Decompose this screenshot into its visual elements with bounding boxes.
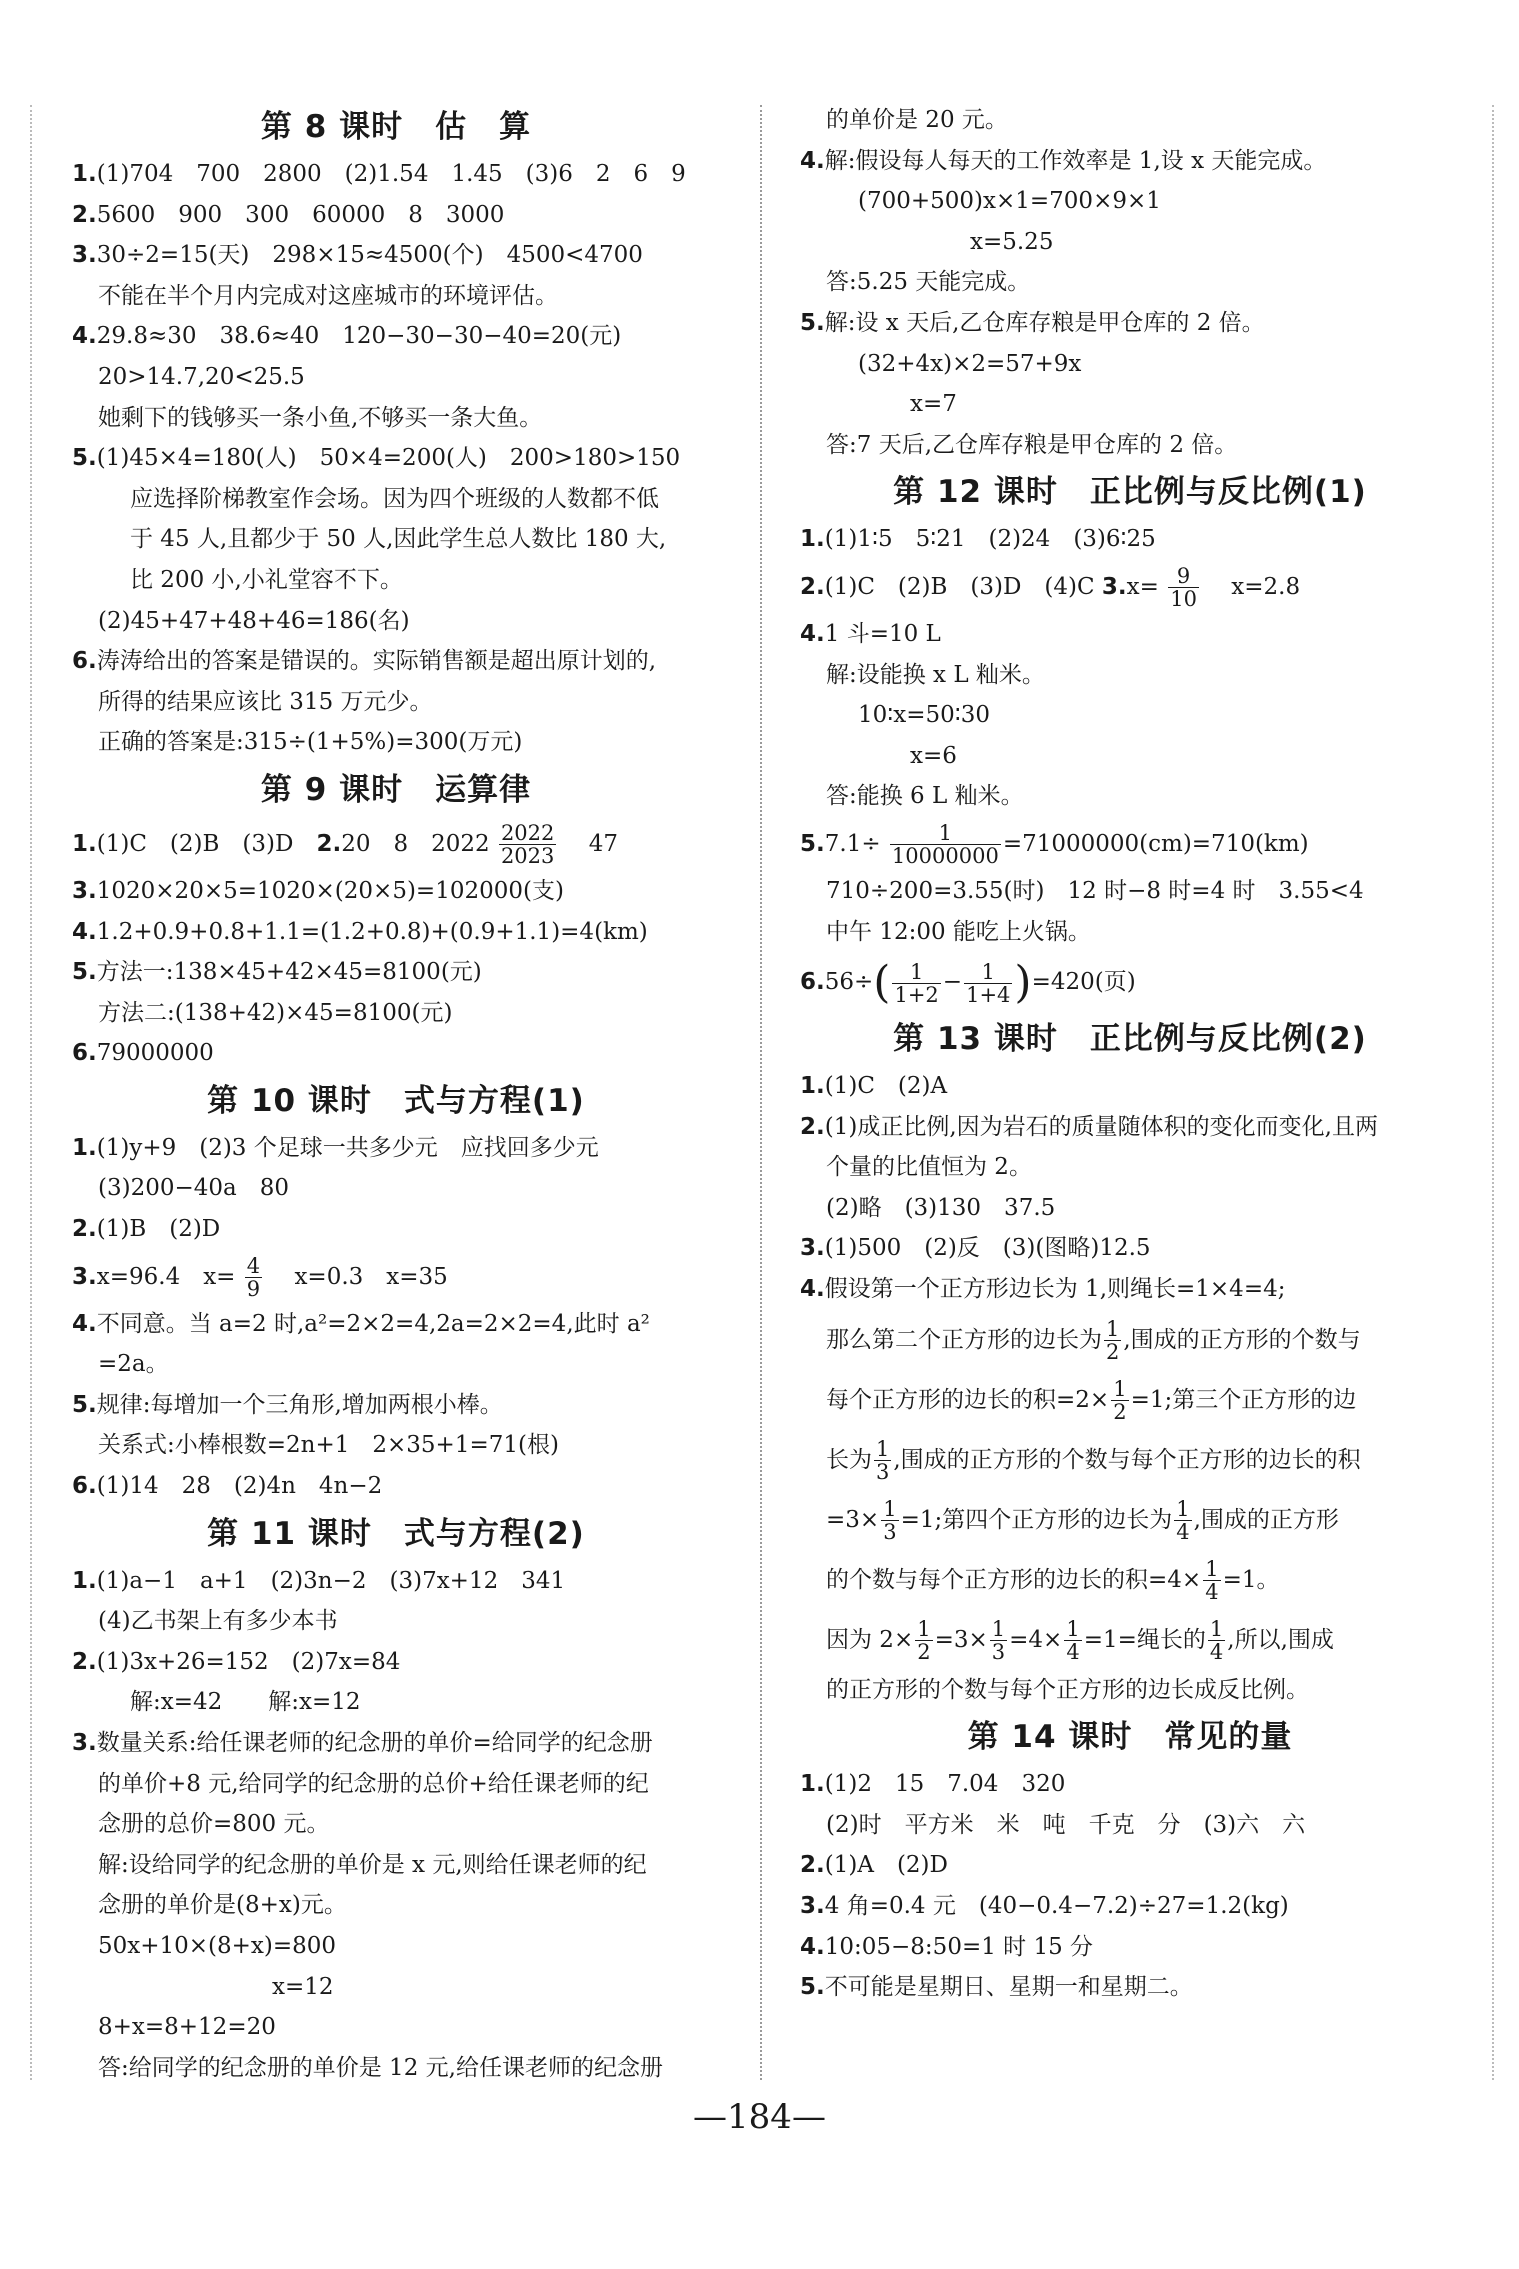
fraction: $\frac{1}{4}$ (1205, 1557, 1219, 1605)
answer-line: 2.(1)3x+26=152 (2)7x=84 (72, 1648, 401, 1675)
fraction: $\frac{1}{10000000}$ (891, 821, 999, 869)
answer-line: 1.(1)C (2)A (800, 1073, 948, 1100)
lesson-9-heading: 第 9 课时 运算律 (260, 771, 532, 808)
answer-line: 4.29.8≈30 38.6≈40 120−30−30−40=20(元) (72, 323, 622, 350)
left-column (72, 100, 720, 2088)
answer-line: 中午 12:00 能吃上火锅。 (826, 918, 1091, 945)
answer-line: 3.x=96.4 x= $\frac{4}{9}$ x=0.3 x=35 (72, 1254, 448, 1302)
left-margin-dotted-line (30, 105, 32, 2080)
answer-line: 2.(1)A (2)D (800, 1852, 948, 1879)
answer-line: (4)乙书架上有多少本书 (98, 1608, 338, 1635)
answer-line: 1.(1)C (2)B (3)D 2.20 8 2022 $\frac{2022}{2023}$ 47 (72, 821, 618, 869)
answer-line: 1.(1)a−1 a+1 (2)3n−2 (3)7x+12 341 (72, 1567, 566, 1594)
answer-line: (2)45+47+48+46=186(名) (98, 607, 410, 634)
fraction: $\frac{1}{2}$ (917, 1617, 931, 1665)
answer-line: 答:7 天后,乙仓库存粮是甲仓库的 2 倍。 (826, 431, 1238, 458)
right-margin-dotted-line (1492, 105, 1494, 2080)
answer-line: 5.方法一:138×45+42×45=8100(元) (72, 959, 482, 986)
answer-line: 的正方形的个数与每个正方形的边长成反比例。 (826, 1676, 1309, 1703)
answer-line: 5.解:设 x 天后,乙仓库存粮是甲仓库的 2 倍。 (800, 309, 1265, 336)
answer-line: 个量的比值恒为 2。 (826, 1154, 1032, 1181)
fraction: $\frac{1}{4}$ (1176, 1497, 1190, 1545)
answer-line: 4.1 斗=10 L (800, 620, 941, 647)
fraction: $\frac{1}{3}$ (991, 1617, 1006, 1665)
answer-line: 3.30÷2=15(天) 298×15≈4500(个) 4500<4700 (72, 242, 643, 269)
answer-line: x=12 (272, 1973, 334, 2000)
answer-line: 应选择阶梯教室作会场。因为四个班级的人数都不低 (130, 485, 659, 512)
answer-line: (2)略 (3)130 37.5 (826, 1194, 1056, 1221)
answer-line: 3.1020×20×5=1020×(20×5)=102000(支) (72, 877, 564, 904)
answer-line: 1.(1)y+9 (2)3 个足球一共多少元 应找回多少元 (72, 1134, 599, 1161)
answer-line: 20>14.7,20<25.5 (98, 363, 305, 390)
answer-line: 1.(1)2 15 7.04 320 (800, 1771, 1066, 1798)
lesson-11-heading: 第 11 课时 式与方程(2) (207, 1515, 585, 1552)
answer-line: 3.数量关系:给任课老师的纪念册的单价=给同学的纪念册 (72, 1730, 653, 1756)
lesson-10-heading: 第 10 课时 式与方程(1) (207, 1082, 585, 1119)
fraction: $\frac{1}{3}$ (876, 1437, 890, 1485)
answer-line: =3× $\frac{1}{3}$ =1;第四个正方形的边长为 $\frac{1}{4}$ ,围成的正方形 (826, 1497, 1339, 1545)
lesson-12-heading: 第 12 课时 正比例与反比例(1) (893, 474, 1367, 511)
fraction: $\frac{1}{4}$ (1209, 1617, 1224, 1665)
fraction: $\frac{2022}{2023}$ (500, 821, 555, 869)
answer-line: 1.(1)704 700 2800 (2)1.54 1.45 (3)6 2 6 9 (72, 161, 686, 187)
answer-line: 比 200 小,小礼堂容不下。 (130, 566, 403, 593)
answer-line: 不能在半个月内完成对这座城市的环境评估。 (98, 282, 558, 309)
page-number: —184— (693, 2097, 826, 2137)
answer-line: 她剩下的钱够买一条小鱼,不够买一条大鱼。 (98, 404, 543, 431)
answer-line: x=5.25 (970, 228, 1054, 255)
column-divider (760, 105, 763, 2080)
answer-line: 关系式:小棒根数=2n+1 2×35+1=71(根) (98, 1432, 559, 1459)
answer-line: 方法二:(138+42)×45=8100(元) (98, 999, 453, 1026)
answer-line: 那么第二个正方形的边长为 $\frac{1}{2}$ ,围成的正方形的个数与 (826, 1317, 1361, 1365)
answer-line: 4.10:05−8:50=1 时 15 分 (800, 1933, 1094, 1960)
answer-line: 答:5.25 天能完成。 (826, 269, 1031, 296)
answer-line: 答:给同学的纪念册的单价是 12 元,给任课老师的纪念册 (98, 2054, 663, 2081)
lesson-8-heading: 第 8 课时 估 算 (260, 109, 532, 145)
answer-line: =2a。 (98, 1351, 169, 1378)
answer-line: 3.4 角=0.4 元 (40−0.4−7.2)÷27=1.2(kg) (800, 1893, 1289, 1920)
answer-line: x=7 (910, 391, 957, 418)
fraction: $\frac{1}{1+2}$ (894, 959, 939, 1007)
answer-line: 6.涛涛给出的答案是错误的。实际销售额是超出原计划的, (72, 648, 657, 675)
answer-line: 答:能换 6 L 籼米。 (826, 783, 1024, 810)
answer-line: 2.5600 900 300 60000 8 3000 (72, 201, 505, 228)
answer-line: 6.79000000 (72, 1040, 214, 1067)
fraction: $\frac{1}{2}$ (1106, 1317, 1120, 1365)
answer-line: 5.规律:每增加一个三角形,增加两根小棒。 (72, 1391, 503, 1418)
lesson-14-heading: 第 14 课时 常见的量 (967, 1719, 1293, 1756)
answer-line: 长为 $\frac{1}{3}$ ,围成的正方形的个数与每个正方形的边长的积 (826, 1437, 1361, 1485)
answer-line: (2)时 平方米 米 吨 千克 分 (3)六 六 (826, 1811, 1306, 1838)
answer-line: 正确的答案是:315÷(1+5%)=300(万元) (98, 729, 523, 756)
answer-line: 5.不可能是星期日、星期一和星期二。 (800, 1974, 1193, 2001)
answer-line: 解:x=42 解:x=12 (130, 1689, 361, 1716)
answer-line: 因为 2× $\frac{1}{2}$ =3× $\frac{1}{3}$ =4× $\frac{1}{4}$ =1=绳长的 $\frac{1}{4}$ ,所以,围成 (826, 1617, 1334, 1665)
fraction: $\frac{1}{4}$ (1066, 1617, 1080, 1665)
answer-line: 念册的总价=800 元。 (98, 1811, 330, 1838)
answer-line: x=6 (910, 742, 957, 769)
answer-line: 4.1.2+0.9+0.8+1.1=(1.2+0.8)+(0.9+1.1)=4(km) (72, 918, 648, 945)
fraction: $\frac{1}{3}$ (883, 1497, 897, 1545)
answer-line: (3)200−40a 80 (98, 1175, 289, 1202)
answer-line: 的个数与每个正方形的边长的积=4× $\frac{1}{4}$ =1。 (826, 1557, 1280, 1605)
answer-line: 5.(1)45×4=180(人) 50×4=200(人) 200>180>150 (72, 445, 681, 472)
answer-line: (700+500)x×1=700×9×1 (858, 188, 1161, 215)
answer-line: 2.(1)C (2)B (3)D (4)C 3.x= $\frac{9}{10}$ x=2.8 (800, 564, 1301, 612)
lesson-13-heading: 第 13 课时 正比例与反比例(2) (893, 1021, 1367, 1058)
answer-line: 1.(1)1∶5 5∶21 (2)24 (3)6∶25 (800, 526, 1156, 553)
answer-line: 2.(1)成正比例,因为岩石的质量随体积的变化而变化,且两 (800, 1113, 1378, 1140)
answer-line: 念册的单价是(8+x)元。 (98, 1892, 347, 1919)
answer-line: 每个正方形的边长的积=2× $\frac{1}{2}$ =1;第三个正方形的边 (826, 1377, 1357, 1425)
answer-line: 所得的结果应该比 315 万元少。 (98, 688, 433, 715)
answer-line: 解:设能换 x L 籼米。 (826, 661, 1045, 688)
answer-line: 于 45 人,且都少于 50 人,因此学生总人数比 180 大, (130, 526, 667, 553)
answer-line: 6.(1)14 28 (2)4n 4n−2 (72, 1473, 383, 1500)
answer-line: 710÷200=3.55(时) 12 时−8 时=4 时 3.55<4 (826, 877, 1364, 904)
answer-line: 解:设给同学的纪念册的单价是 x 元,则给任课老师的纪 (98, 1851, 647, 1878)
answer-line: (32+4x)×2=57+9x (858, 350, 1082, 377)
answer-line: 4.解:假设每人每天的工作效率是 1,设 x 天能完成。 (800, 147, 1327, 174)
answer-line: 50x+10×(8+x)=800 (98, 1932, 337, 1959)
answer-line: 10∶x=50∶30 (858, 702, 991, 729)
right-column (800, 100, 1460, 2008)
answer-line: 5.7.1÷ $\frac{1}{10000000}$ =71000000(cm)=710(km) (800, 821, 1309, 869)
fraction: $\frac{1}{2}$ (1113, 1377, 1127, 1425)
fraction: $\frac{4}{9}$ (246, 1254, 261, 1302)
answer-line: 2.(1)B (2)D (72, 1216, 221, 1243)
answer-line: 的单价+8 元,给同学的纪念册的总价+给任课老师的纪 (98, 1770, 649, 1797)
answer-line: 8+x=8+12=20 (98, 2014, 276, 2041)
answer-line: 3.(1)500 (2)反 (3)(图略)12.5 (800, 1235, 1151, 1262)
answer-line: 6.56÷( $\frac{1}{1+2}$ − $\frac{1}{1+4}$ )=420(页) (800, 957, 1136, 1009)
fraction: $\frac{9}{10}$ (1170, 564, 1197, 612)
answer-line: 4.假设第一个正方形边长为 1,则绳长=1×4=4; (800, 1276, 1286, 1303)
answer-line: 4.不同意。当 a=2 时,a²=2×2=4,2a=2×2=4,此时 a² (72, 1310, 650, 1337)
answer-line: 的单价是 20 元。 (826, 107, 1008, 133)
fraction: $\frac{1}{1+4}$ (966, 959, 1011, 1007)
